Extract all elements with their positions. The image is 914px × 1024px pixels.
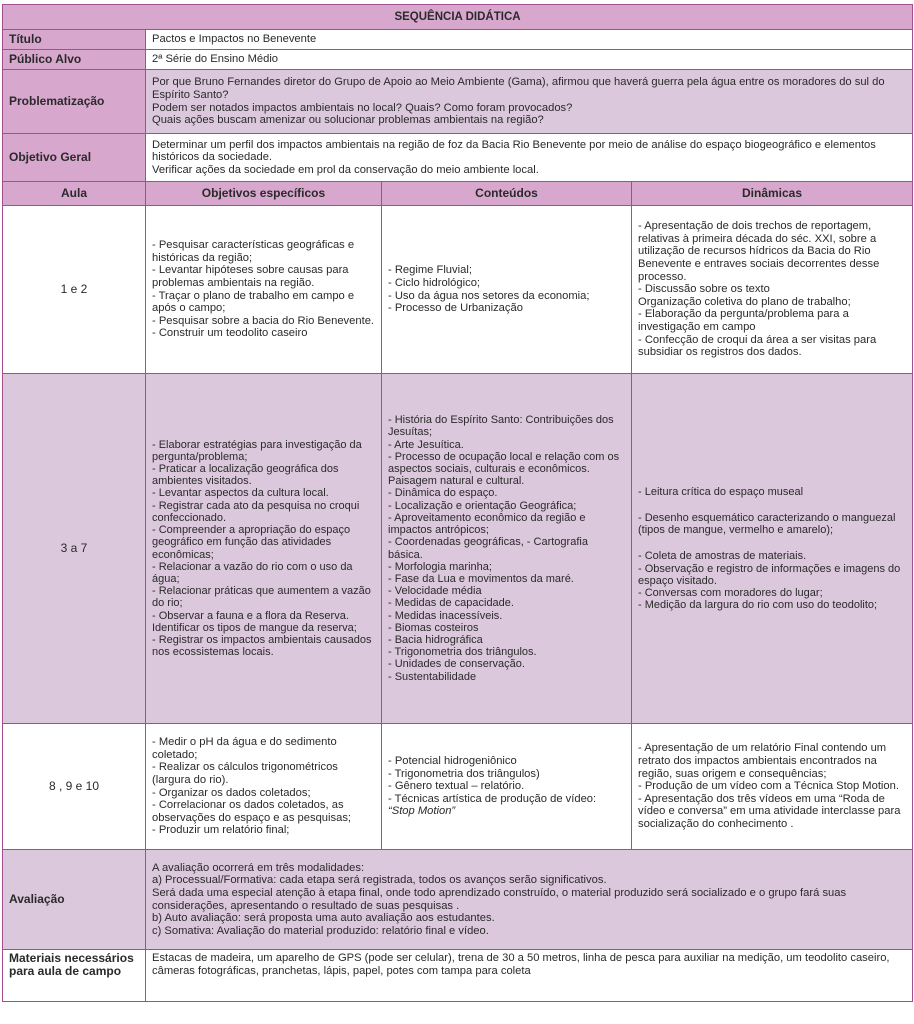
objetivo-item: - Realizar os cálculos trigonométricos (largura do rio). (152, 761, 338, 786)
objetivo-item: - Relacionar a vazão do rio com o uso da água; (152, 560, 353, 585)
conteudo-item: - Aproveitamento econômico da região e impactos antrópicos; (388, 511, 586, 537)
aula-row-3 (3, 724, 913, 850)
avaliacao-line: b) Auto avaliação: será proposta uma auto avaliação aos estudantes. (152, 912, 495, 925)
publico-label: Público Alvo (3, 50, 146, 70)
col-header-dinamicas: Dinâmicas (632, 182, 913, 206)
objetivo-geral-label: Objetivo Geral (3, 134, 146, 182)
objetivo-item: - Elaborar estratégias para investigação da pergunta/problema; (152, 438, 362, 463)
titulo-value: Pactos e Impactos no Benevente (146, 30, 913, 50)
conteudo-item: - Regime Fluvial; (388, 264, 472, 277)
avaliacao-line: a) Processual/Formativa: cada etapa será registrada, todos os avanços serão significativos. (152, 874, 607, 887)
conteudo-item: - Medidas inacessíveis. (388, 609, 503, 622)
conteudo-item: - Trigonometria dos triângulos. (388, 646, 537, 659)
objetivo-item: - Compreender a apropriação do espaço geográfico em função das atividades econômicas; (152, 524, 351, 561)
avaliacao-line: A avaliação ocorrerá em três modalidades: (152, 861, 365, 874)
conteudo-item: - Unidades de conservação. (388, 658, 525, 671)
problematizacao-line: Por que Bruno Fernandes diretor do Grupo de Apoio ao Meio Ambiente (Gama), afirmou que haverá guerra pela água entre os moradores do sul do Espírito Santo? (152, 76, 885, 101)
conteudo-item: - Sustentabilidade (388, 670, 477, 683)
conteudo-item: - Gênero textual – relatório. (388, 780, 525, 793)
problematizacao-line: Podem ser notados impactos ambientais no local? Quais? Como foram provocados? (152, 101, 573, 114)
objetivo-item: - Organizar os dados coletados; (152, 786, 311, 799)
problematizacao-line: Quais ações buscam amenizar ou solucionar problemas ambientais na região? (152, 114, 544, 127)
stop-motion-text: “Stop Motion” (388, 805, 456, 818)
aula-row-1 (3, 206, 913, 374)
objetivo-item: - Produzir um relatório final; (152, 824, 290, 837)
objetivo-item: - Traçar o plano de trabalho em campo e após o campo; (152, 289, 355, 315)
conteudos-cell (382, 724, 632, 850)
dinamicas-cell (632, 206, 913, 374)
conteudo-item: - Trigonometria dos triângulos) (388, 767, 540, 780)
dinamica-item: - Desenho esquemático caracterizando o manguezal (tipos de mangue, vermelho e amarelo); (638, 511, 896, 537)
dinamica-item: - Observação e registro de informações e imagens do espaço visitado. (638, 562, 901, 587)
conteudo-item: - Processo de Urbanização (388, 302, 523, 315)
conteudo-text: - Técnicas artística de produção de vídeo: (388, 792, 597, 805)
conteudo-item: - Localização e orientação Geográfica; (388, 499, 577, 512)
objetivo-item: - Levantar hipóteses sobre causas para problemas ambientais na região. (152, 264, 349, 289)
objetivos-cell (146, 206, 382, 374)
dinamica-item: - Produção de um vídeo com a Técnica Stop Motion. (638, 780, 899, 793)
conteudo-item: - História do Espírito Santo: Contribuições dos Jesuítas; (388, 414, 614, 439)
dinamica-item: - Conversas com moradores do lugar; (638, 586, 823, 599)
conteudo-item: - Ciclo hidrológico; (388, 276, 481, 289)
materiais-value: Estacas de madeira, um aparelho de GPS (pode ser celular), trena de 30 a 50 metros, linha de pesca para auxiliar na medição, um teodolito caseiro, câmeras fotográficas, pranchetas, lápis, papel, potes com tampa para coleta (146, 950, 913, 1002)
aula-number: 1 e 2 (3, 206, 146, 374)
dinamicas-cell (632, 724, 913, 850)
objetivo-item: - Pesquisar sobre a bacia do Rio Benevente. (152, 314, 375, 327)
dinamica-item: - Medição da largura do rio com uso do teodolito; (638, 599, 878, 612)
objetivos-cell (146, 374, 382, 724)
dinamica-item: - Discussão sobre os texto (638, 283, 770, 296)
objetivo-item: - Registrar cada ato da pesquisa no croqui confeccionado. (152, 499, 360, 524)
avaliacao-label: Avaliação (3, 850, 146, 950)
problematizacao-label: Problematização (3, 70, 146, 134)
avaliacao-line: c) Somativa: Avaliação do material produzido: relatório final e vídeo. (152, 924, 489, 937)
objetivo-item: - Relacionar práticas que aumentem a vazão do rio; (152, 585, 371, 610)
objetivo-item: - Levantar aspectos da cultura local. (152, 487, 329, 500)
conteudo-item: - Fase da Lua e movimentos da maré. (388, 572, 574, 585)
dinamica-item: - Elaboração da pergunta/problema para a investigação em campo (638, 308, 849, 333)
avaliacao-line: Será dada uma especial atenção à etapa final, onde todo aprendizado construído, o material produzido será socializado e o grupo fará suas considerações, apresentando o resultado de suas pesquisas . (152, 886, 847, 912)
objetivo-item: - Praticar a localização geográfica dos ambientes visitados. (152, 463, 339, 488)
aula-row-2 (3, 374, 913, 724)
problematizacao-value (146, 70, 913, 134)
dinamica-item: - Leitura crítica do espaço museal (638, 485, 804, 498)
conteudos-cell (382, 206, 632, 374)
col-header-objetivos: Objetivos específicos (146, 182, 382, 206)
objetivo-geral-value (146, 134, 913, 182)
objetivo-item: - Pesquisar características geográficas e históricas da região; (152, 239, 355, 264)
conteudo-item: - Medidas de capacidade. (388, 597, 514, 610)
conteudo-item: - Uso da água nos setores da economia; (388, 289, 590, 302)
col-header-aula: Aula (3, 182, 146, 206)
conteudo-item: - Velocidade média (388, 585, 482, 598)
dinamica-item: - Confecção de croqui da área a ser visitas para subsidiar os registros dos dados. (638, 333, 877, 359)
dinamica-item: - Apresentação dos três vídeos em uma “Roda de vídeo e conversa” em uma atividade interclasse para socialização do conhecimento . (638, 792, 901, 830)
conteudo-item: - Arte Jesuítica. (388, 438, 464, 451)
objetivo-item: - Registrar os impactos ambientais causados nos ecossistemas locais. (152, 633, 372, 659)
dinamica-item: Organização coletiva do plano de trabalho; (638, 295, 851, 308)
objetivo-geral-line: Determinar um perfil dos impactos ambientais na região de foz da Bacia Rio Benevente por meio de análise do espaço biogeográfico e elementos históricos da sociedade. (152, 138, 876, 164)
conteudo-item: - Dinâmica do espaço. (388, 487, 498, 500)
titulo-label: Título (3, 30, 146, 50)
conteudo-item (388, 793, 625, 818)
conteudo-item: - Bacia hidrográfica (388, 633, 483, 646)
conteudo-item: - Processo de ocupação local e relação com os aspectos sociais, culturais e econômicos. Paisagem natural e cultural. (388, 450, 620, 488)
conteudo-item: - Biomas costeiros (388, 621, 479, 634)
sequencia-didatica-table (2, 4, 913, 1002)
aula-number: 3 a 7 (3, 374, 146, 724)
col-header-conteudos: Conteúdos (382, 182, 632, 206)
materiais-label: Materiais necessários para aula de campo (3, 950, 146, 1002)
table-title: SEQUÊNCIA DIDÁTICA (3, 5, 913, 30)
avaliacao-value (146, 850, 913, 950)
objetivo-item: - Construir um teodolito caseiro (152, 327, 308, 340)
conteudo-item: - Coordenadas geográficas, - Cartografia básica. (388, 536, 588, 561)
conteudos-cell (382, 374, 632, 724)
objetivo-item: - Correlacionar os dados coletados, as observações do espaço e as pesquisas; (152, 799, 352, 824)
aula-number: 8 , 9 e 10 (3, 724, 146, 850)
dinamica-item: - Apresentação de dois trechos de reportagem, relativas à primeira década do séc. XXI, sobre a utilização de recursos hídricos da Bacia do Rio Benevente e entraves sociais decorrentes desse processo. (638, 220, 880, 283)
conteudo-item: - Morfologia marinha; (388, 560, 492, 573)
publico-value: 2ª Série do Ensino Médio (146, 50, 913, 70)
objetivo-item: - Observar a fauna e a flora da Reserva. (152, 609, 349, 622)
dinamica-item: - Apresentação de um relatório Final contendo um retrato dos impactos ambientais encontrados na região, suas origem e consequências; (638, 742, 887, 780)
dinamicas-cell (632, 374, 913, 724)
conteudo-item: - Potencial hidrogeniônico (388, 755, 517, 768)
objetivo-item: - Medir o pH da água e do sedimento coletado; (152, 736, 337, 761)
objetivo-geral-line: Verificar ações da sociedade em prol da conservação do meio ambiente local. (152, 163, 539, 176)
objetivo-item: Identificar os tipos de mangue da reserva; (152, 621, 357, 634)
dinamica-item: - Coleta de amostras de materiais. (638, 550, 807, 563)
objetivos-cell (146, 724, 382, 850)
